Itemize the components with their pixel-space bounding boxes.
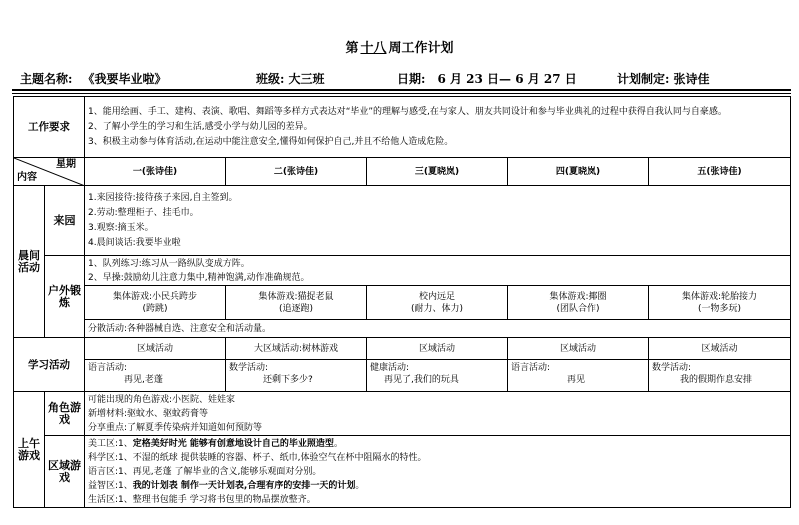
area-art-pre: 美工区:1、 bbox=[88, 438, 133, 449]
lesson-thu bbox=[508, 360, 649, 392]
planner-label: 计划制定: bbox=[617, 72, 670, 86]
area-line-science: 科学区:1、不湿的纸球 提供装睡的容器、杯子、纸巾,体验空气在杯中阻隔水的特性。 bbox=[88, 452, 427, 463]
requirements-row bbox=[14, 97, 791, 158]
role-line-2: 新增材料:驱蚊水、驱蚊药膏等 bbox=[88, 408, 209, 419]
arrival-content bbox=[85, 186, 791, 256]
area-puzzle-bold: 我的计划表 制作一天计划表,合理有序的安排一天的计划 bbox=[132, 480, 356, 491]
arrival-line-4: 4.晨间谈话:我要毕业啦 bbox=[88, 238, 181, 248]
area-game-row bbox=[14, 436, 791, 508]
study-area-thu: 区域活动 bbox=[508, 338, 649, 360]
divided-activity-row bbox=[14, 320, 791, 338]
lesson-mon-topic: 再见,老蓬 bbox=[124, 374, 163, 385]
game-fri-title: 集体游戏:轮胎接力 bbox=[682, 291, 758, 302]
lesson-wed bbox=[367, 360, 508, 392]
area-game-label: 区域游戏 bbox=[45, 436, 85, 508]
arrival-line-1: 1.来园接待:接待孩子来园,自主签到。 bbox=[88, 193, 238, 203]
game-thu-focus: (团队合作) bbox=[556, 303, 600, 314]
area-art-bold: 定格美好时光 能够有创意地设计自己的毕业照造型 bbox=[132, 438, 334, 449]
theme-value: 《我要毕业啦》 bbox=[82, 72, 167, 86]
outdoor-line-2: 2、早操:鼓励幼儿注意力集中,精神饱满,动作准确规范。 bbox=[88, 272, 310, 283]
role-game-row bbox=[14, 392, 791, 436]
role-game-label: 角色游戏 bbox=[45, 392, 85, 436]
outdoor-intro-row bbox=[14, 256, 791, 286]
outdoor-games-row bbox=[14, 286, 791, 320]
study-area-fri: 区域活动 bbox=[649, 338, 791, 360]
outdoor-exercise-label: 户外锻炼 bbox=[45, 256, 85, 338]
theme-label: 主题名称: bbox=[20, 72, 73, 86]
lesson-fri bbox=[649, 360, 791, 392]
outdoor-game-mon bbox=[85, 286, 226, 320]
morning-activity-label: 晨间活动 bbox=[14, 186, 45, 338]
requirement-line-2: 2、了解小学生的学习和生活,感受小学与幼儿园的差异。 bbox=[88, 122, 313, 132]
outdoor-game-tue bbox=[226, 286, 367, 320]
area-game-content bbox=[85, 436, 791, 508]
lesson-thu-topic: 再见 bbox=[567, 374, 586, 385]
area-line-art bbox=[88, 438, 787, 450]
role-line-1: 可能出现的角色游戏:小医院、娃娃家 bbox=[88, 394, 236, 405]
day-header-mon: 一(张诗佳) bbox=[85, 158, 226, 186]
class-value: 大三班 bbox=[288, 72, 325, 86]
corner-content-label: 内容 bbox=[17, 172, 37, 183]
study-label-text: 学习活动 bbox=[28, 358, 70, 371]
requirements-content bbox=[85, 97, 791, 158]
page-title bbox=[0, 37, 799, 56]
area-puzzle-post: 。 bbox=[355, 480, 365, 491]
study-area-mon: 区域活动 bbox=[85, 338, 226, 360]
date-value: 6 月 23 日— 6 月 27 日 bbox=[437, 72, 577, 86]
day-header-thu: 四(夏晓岚) bbox=[508, 158, 649, 186]
outdoor-content bbox=[85, 256, 791, 286]
game-fri-focus: (一物多玩) bbox=[698, 303, 742, 314]
lesson-fri-topic: 我的假期作息安排 bbox=[680, 374, 753, 385]
game-mon-focus: (跨跳) bbox=[142, 303, 168, 314]
planner-meta bbox=[617, 70, 709, 87]
game-tue-title: 集体游戏:猫捉老鼠 bbox=[258, 291, 334, 302]
game-thu-title: 集体游戏:揶圈 bbox=[549, 291, 607, 302]
date-label: 日期: bbox=[397, 72, 426, 86]
day-header-wed: 三(夏晓岚) bbox=[367, 158, 508, 186]
area-line-language: 语言区:1、再见,老蓬 了解毕业的含义,能够乐观面对分别。 bbox=[88, 466, 322, 477]
outdoor-game-thu bbox=[508, 286, 649, 320]
title-suffix: 周工作计划 bbox=[388, 41, 454, 56]
lesson-tue-subject: 数学活动: bbox=[229, 362, 269, 373]
study-activity-label bbox=[14, 338, 85, 392]
game-tue-focus: (追逐跑) bbox=[278, 303, 314, 314]
planner-value: 张诗佳 bbox=[673, 72, 710, 86]
lesson-mon bbox=[85, 360, 226, 392]
lesson-tue-topic: 还剩下多少? bbox=[263, 374, 313, 385]
class-label: 班级: bbox=[256, 72, 285, 86]
lesson-wed-topic: 再见了,我们的玩具 bbox=[384, 374, 459, 385]
arrival-row bbox=[14, 186, 791, 256]
date-meta bbox=[397, 70, 577, 87]
requirements-label: 工作要求 bbox=[14, 97, 85, 158]
game-mon-title: 集体游戏:小民兵跨步 bbox=[112, 291, 198, 302]
lesson-wed-subject: 健康活动: bbox=[370, 362, 410, 373]
diagonal-header-cell bbox=[14, 158, 85, 186]
role-line-3: 分享重点:了解夏季传染病并知道如何预防等 bbox=[88, 422, 263, 433]
lesson-tue bbox=[226, 360, 367, 392]
arrival-label: 来园 bbox=[45, 186, 85, 256]
outdoor-game-fri bbox=[649, 286, 791, 320]
study-lesson-row bbox=[14, 360, 791, 392]
study-area-wed: 区域活动 bbox=[367, 338, 508, 360]
day-header-fri: 五(张诗佳) bbox=[649, 158, 791, 186]
requirement-line-1: 1、能用绘画、手工、建构、表演、歌唱、舞蹈等多样方式表达对“毕业”的理解与感受,在与家人、朋友共同设计和参与毕业典礼的过程中获得自我认同与自豪感。 bbox=[88, 107, 727, 117]
theme-meta bbox=[20, 70, 166, 87]
area-line-puzzle bbox=[88, 480, 787, 492]
area-line-life: 生活区:1、整理书包能手 学习将书包里的物品摆放整齐。 bbox=[88, 494, 316, 505]
corner-weekday-label: 星期 bbox=[56, 159, 76, 170]
lesson-fri-subject: 数学活动: bbox=[652, 362, 692, 373]
header-rule-thin bbox=[12, 93, 791, 94]
header-rule-thick bbox=[12, 89, 791, 91]
outdoor-line-1: 1、队列练习:练习从一路纵队变成方阵。 bbox=[88, 258, 250, 269]
morning-games-label: 上午游戏 bbox=[14, 392, 45, 508]
divided-activity-content: 分散活动:各种器械自选、注意安全和活动量。 bbox=[85, 320, 791, 338]
title-prefix: 第 bbox=[345, 41, 359, 56]
outdoor-game-wed bbox=[367, 286, 508, 320]
arrival-line-3: 3.观察:摘玉米。 bbox=[88, 223, 154, 233]
weekday-header-row bbox=[14, 158, 791, 186]
study-area-row bbox=[14, 338, 791, 360]
area-art-post: 。 bbox=[333, 438, 343, 449]
role-game-content bbox=[85, 392, 791, 436]
game-wed-title: 校内远足 bbox=[418, 291, 455, 302]
day-header-tue: 二(张诗佳) bbox=[226, 158, 367, 186]
lesson-thu-subject: 语言活动: bbox=[511, 362, 551, 373]
arrival-line-2: 2.劳动:整理柜子、挂毛巾。 bbox=[88, 208, 199, 218]
title-week-number: 十八 bbox=[360, 41, 387, 56]
requirement-line-3: 3、积极主动参与体育活动,在运动中能注意安全,懂得如何保护自己,并且不给他人造成危险。 bbox=[88, 137, 454, 147]
game-wed-focus: (耐力、体力) bbox=[410, 303, 464, 314]
class-meta bbox=[256, 70, 324, 87]
lesson-mon-subject: 语言活动: bbox=[88, 362, 128, 373]
plan-table bbox=[13, 96, 791, 508]
study-area-tue: 大区域活动:树林游戏 bbox=[226, 338, 367, 360]
area-puzzle-pre: 益智区:1、 bbox=[88, 480, 133, 491]
